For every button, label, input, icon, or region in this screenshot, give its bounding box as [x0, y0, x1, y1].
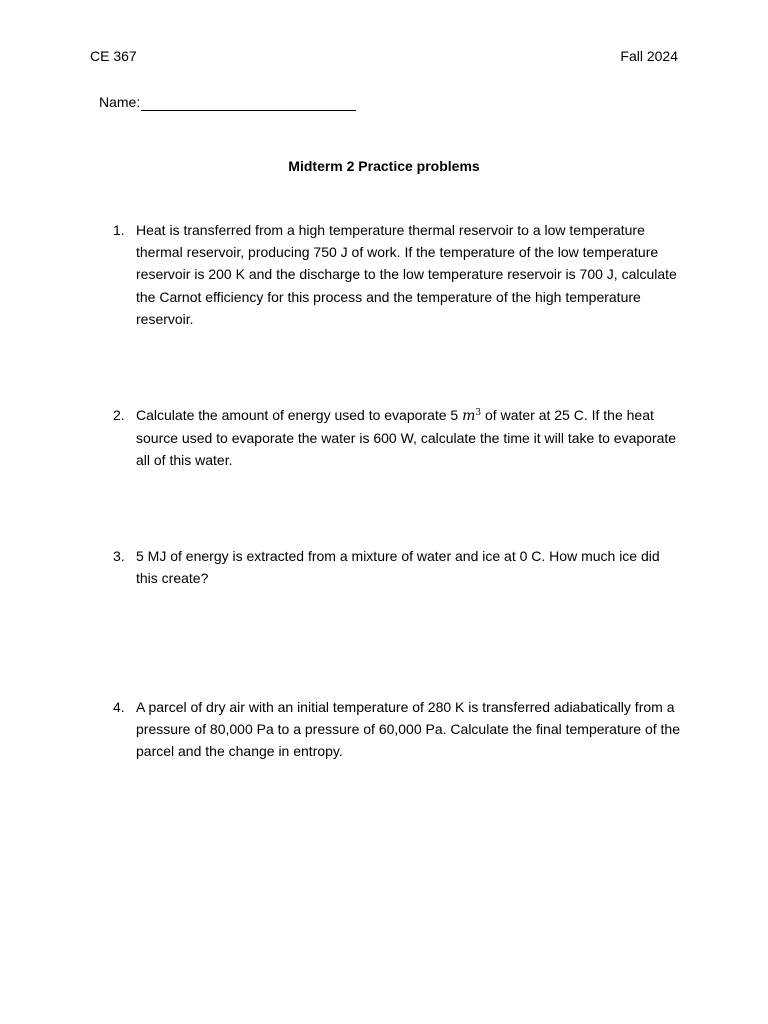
name-field [99, 93, 356, 111]
name-label: Name: [99, 94, 141, 110]
problem-item [113, 219, 683, 330]
problem-text-part: of water at 25 C. If the heat source used to evaporate the water is 600 W, calculate the time it will take to evaporate all of this water. [136, 407, 677, 469]
term-label: Fall 2024 [620, 48, 678, 64]
course-code: CE 367 [90, 48, 137, 64]
problem-number: 1. [113, 222, 125, 238]
problem-item [113, 696, 683, 763]
math-variable [462, 408, 481, 424]
page-title: Midterm 2 Practice problems [288, 158, 480, 174]
problem-number: 4. [113, 699, 125, 715]
math-variable-symbol: m [462, 408, 476, 424]
problem-number: 2. [113, 407, 125, 423]
problem-text-part: Calculate the amount of energy used to evaporate 5 [136, 407, 463, 423]
math-exponent: 3 [475, 408, 482, 418]
problem-text: Heat is transferred from a high temperature thermal reservoir to a low temperature thermal reservoir, producing 750 J of work. If the temperature of the low temperature reservoir is 200 K and the discharge to the low temperature reservoir is 700 J, calculate the Carnot efficiency for this process and the temperature of the high temperature reservoir. [136, 222, 677, 327]
problem-number: 3. [113, 548, 125, 564]
problem-item [113, 404, 683, 472]
problem-text: A parcel of dry air with an initial temperature of 280 K is transferred adiabatically from a pressure of 80,000 Pa to a pressure of 60,000 Pa. Calculate the final temperature of the parcel and the change in entropy. [136, 699, 681, 760]
problem-item [113, 545, 683, 589]
name-blank-line [141, 97, 356, 111]
problem-text [136, 404, 683, 472]
problem-text: 5 MJ of energy is extracted from a mixture of water and ice at 0 C. How much ice did this create? [136, 548, 660, 587]
